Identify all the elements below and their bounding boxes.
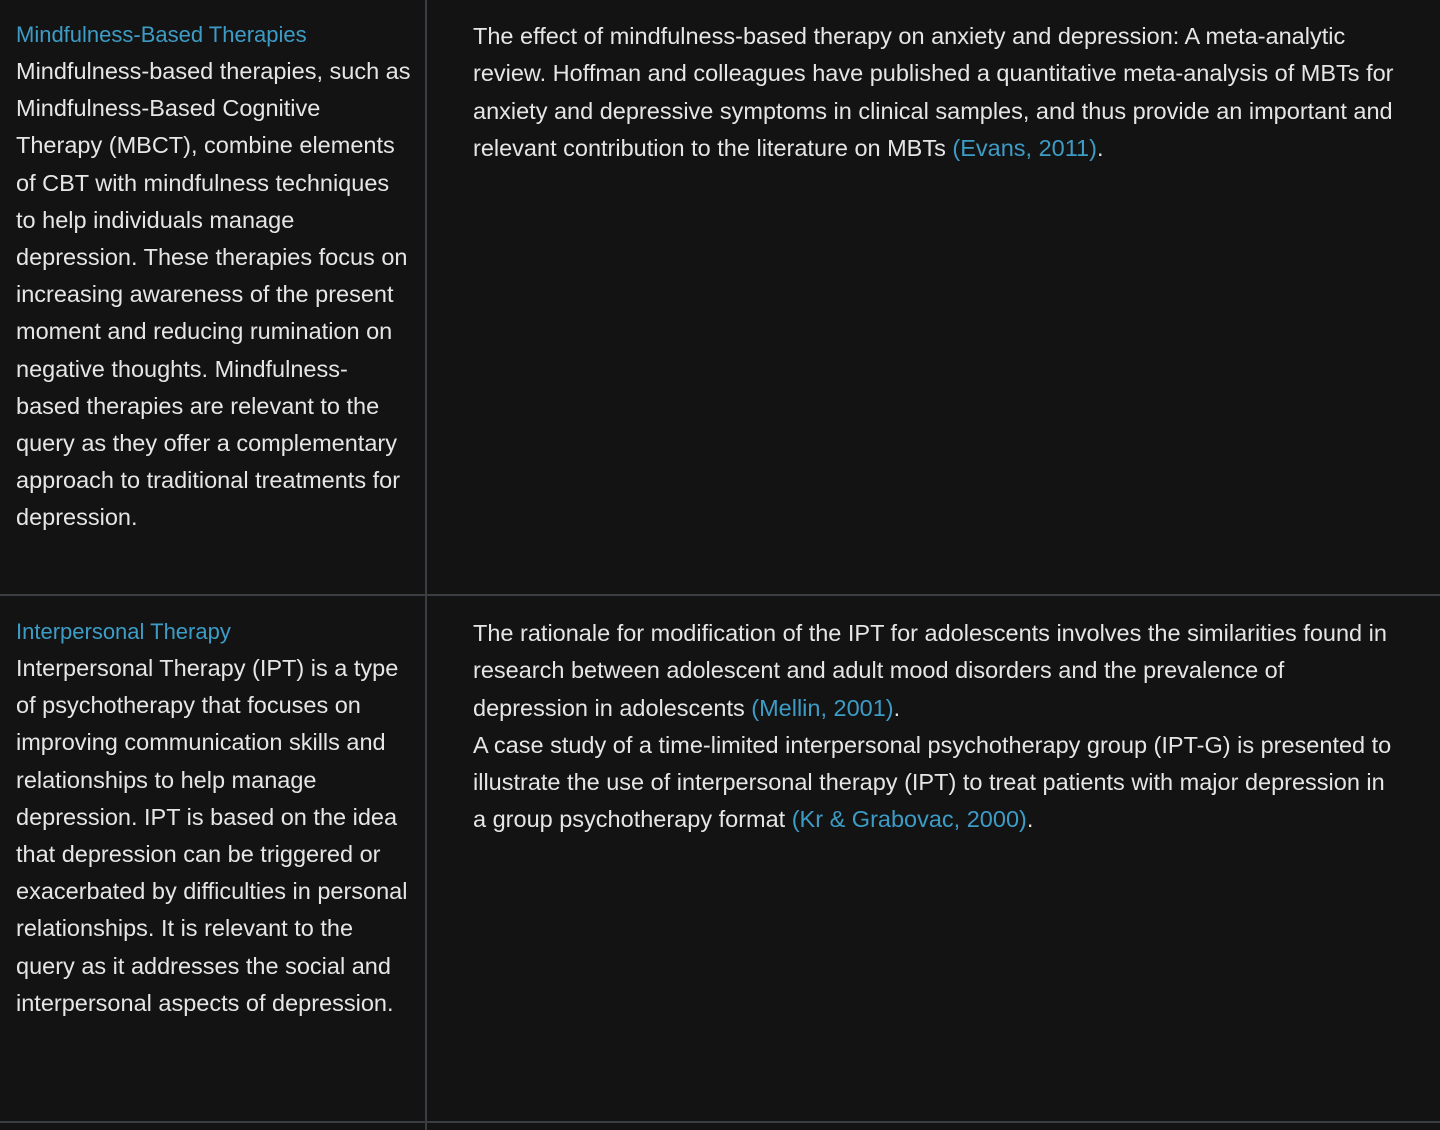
evidence-text: The rationale for modification of the IPT for adolescents involves the similarities found in research between adolescent and adult mood disorders and the prevalence of depression in adolescents bbox=[473, 620, 1387, 721]
therapy-description: Interpersonal Therapy (IPT) is a type of psychotherapy that focuses on improving communication skills and relationships to help manage depression. IPT is based on the idea that depression can be triggered or exacerbated by difficulties in personal relationships. It is relevant to the query as it addresses the social and interpersonal aspects of depression. bbox=[16, 655, 408, 1016]
therapy-description: Mindfulness-based therapies, such as Mindfulness-Based Cognitive Therapy (MBCT), combine elements of CBT with mindfulness techniques to help individuals manage depression. These therapies focus on increasing awareness of the present moment and reducing rumination on negative thoughts. Mindfulness-based therapies are relevant to the query as they offer a complementary approach to traditional treatments for depression. bbox=[16, 58, 411, 531]
citation-link[interactable]: (Evans, 2011) bbox=[952, 134, 1097, 161]
evidence-cell bbox=[473, 615, 1403, 839]
evidence-text: A case study of a time-limited interpersonal psychotherapy group (IPT-G) is presented to illustrate the use of interpersonal therapy (IPT) to treat patients with major depression in a group psychotherapy format bbox=[473, 731, 1392, 833]
therapy-title: Interpersonal Therapy bbox=[16, 619, 231, 644]
evidence-end: . bbox=[1026, 806, 1034, 833]
evidence-paragraph bbox=[473, 615, 1403, 727]
table-row bbox=[0, 594, 1440, 1123]
citation-link[interactable]: (Kr & Grabovac, 2000) bbox=[791, 806, 1027, 833]
evidence-paragraph bbox=[473, 727, 1403, 839]
evidence-cell bbox=[473, 18, 1403, 167]
therapy-cell bbox=[16, 16, 411, 537]
therapy-title: Mindfulness-Based Therapies bbox=[16, 22, 307, 47]
row-divider bbox=[0, 1121, 1440, 1123]
evidence-paragraph bbox=[473, 18, 1403, 167]
citation-link[interactable]: (Mellin, 2001) bbox=[751, 694, 894, 721]
evidence-text: The effect of mindfulness-based therapy on anxiety and depression: A meta-analytic review. Hoffman and colleagues have published a quantitative meta-analysis of MBTs for anxiety and depressive symptoms in clinical samples, and thus provide an important and relevant contribution to the literature on MBTs bbox=[473, 23, 1394, 161]
evidence-end: . bbox=[893, 694, 901, 721]
therapy-cell bbox=[16, 613, 411, 1022]
evidence-end: . bbox=[1096, 134, 1104, 161]
